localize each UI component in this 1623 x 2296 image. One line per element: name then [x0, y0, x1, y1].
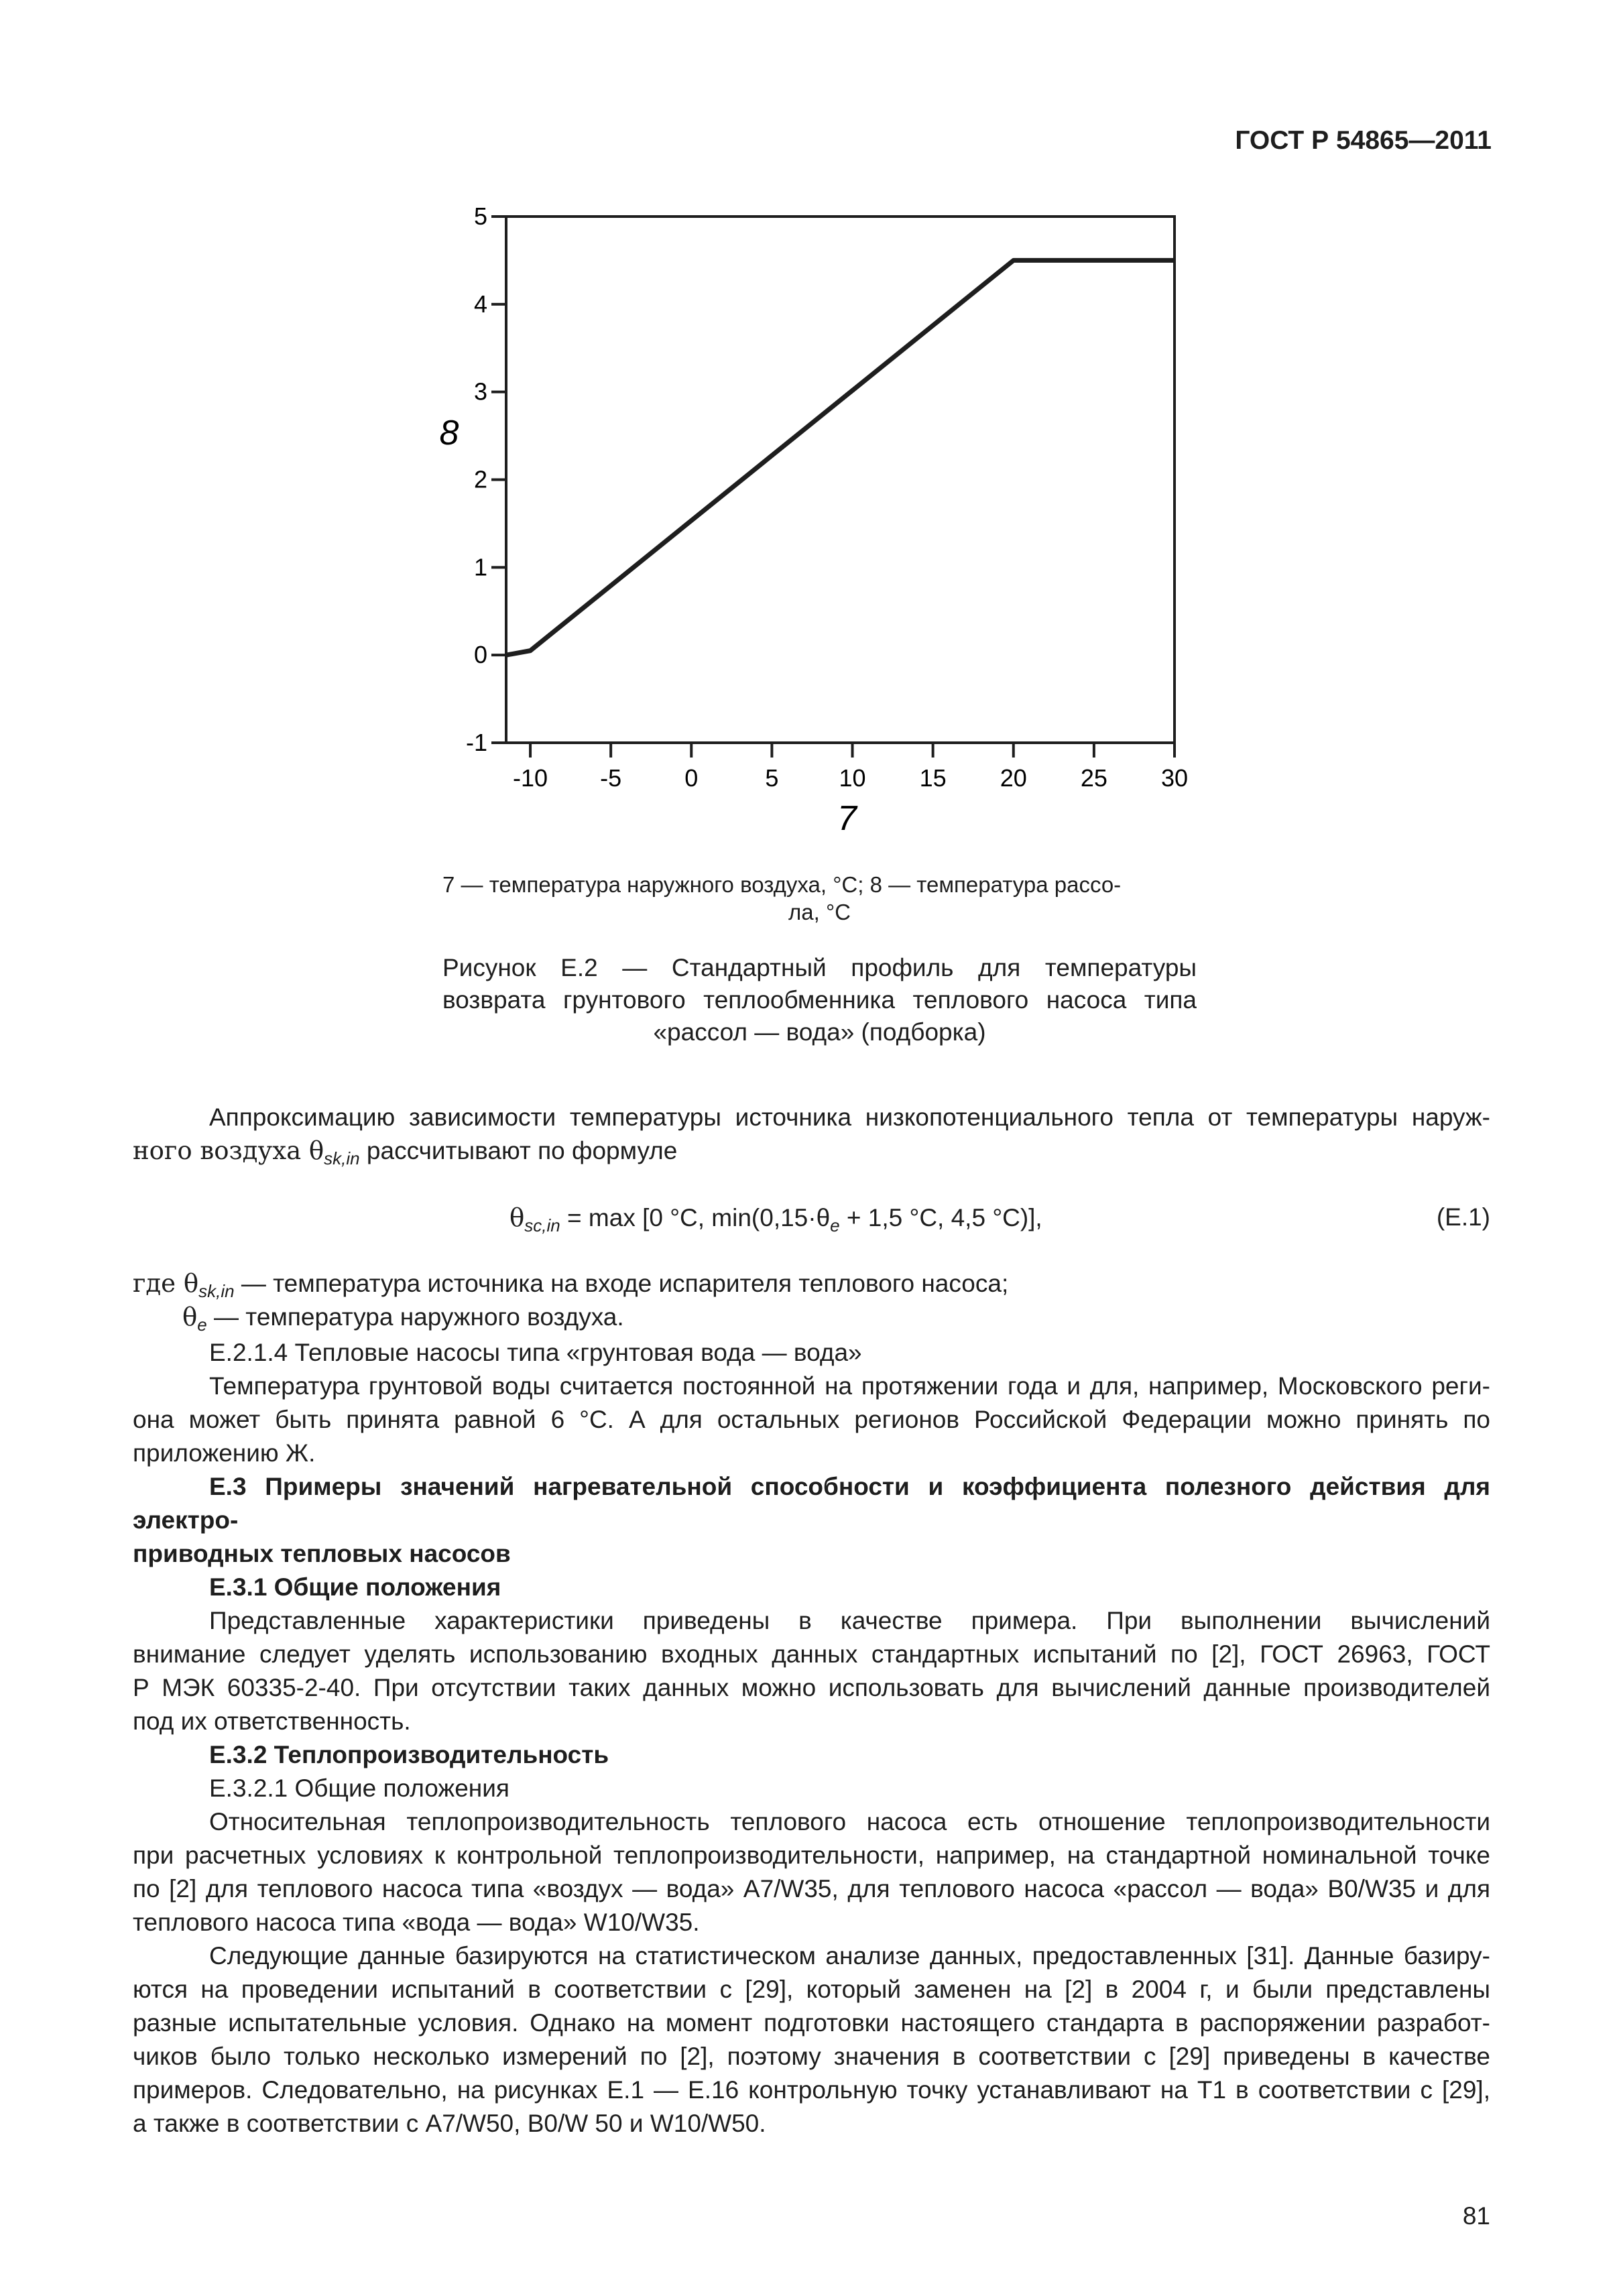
paragraph-2-line-4: под их ответственность.	[133, 1707, 411, 1735]
paragraph-1-line-1: Температура грунтовой воды считается постоянной на протяжении года и для, например, Московского реги-	[209, 1372, 1490, 1400]
document-number: ГОСТ Р 54865—2011	[1235, 126, 1492, 155]
y-tick-label: 4	[473, 290, 487, 318]
plot-frame	[506, 217, 1175, 743]
y-tick-label: 0	[473, 641, 487, 669]
paragraph-3-line-3: по [2] для теплового насоса типа «воздух — вода» A7/W35, для теплового насоса «рассол — вода» B0/W35 и для	[133, 1875, 1490, 1902]
x-tick-label: 30	[1160, 764, 1189, 792]
body-text	[133, 1336, 1490, 2140]
section-e3-line-1: Е.3 Примеры значений нагревательной способности и коэффициента полезного действия для электро-	[133, 1473, 1490, 1534]
where-line-2: $\theta_e$ — температура наружного воздуха.	[182, 1303, 624, 1335]
figure-legend: 7 — температура наружного воздуха, °С; 8 — температура рассо-	[442, 872, 1122, 897]
intro-paragraph	[133, 1101, 1490, 1175]
paragraph-4-line-1: Следующие данные базируются на статистическом анализе данных, предоставленных [31]. Данные базиру-	[209, 1942, 1490, 1970]
paragraph-2-line-3: Р МЭК 60335-2-40. При отсутствии таких данных можно использовать для вычислений данные производителей	[133, 1674, 1490, 1701]
y-axis-label: 8	[439, 414, 459, 453]
x-axis-label: 7	[837, 799, 857, 838]
figure-legend-continued: ла, °С	[788, 900, 851, 924]
section-e214: Е.2.1.4 Тепловые насосы типа «грунтовая вода — вода»	[209, 1339, 862, 1366]
series-line	[506, 260, 1175, 655]
y-tick-label: 3	[473, 377, 487, 406]
x-tick-label: 15	[919, 764, 947, 792]
page-number: 81	[1462, 2202, 1490, 2230]
x-tick-label: 0	[684, 764, 699, 792]
paragraph-3-line-2: при расчетных условиях к контрольной теплопроизводительности, например, на стандартной номинальной точке	[133, 1841, 1490, 1869]
paragraph-2-line-1: Представленные характеристики приведены в качестве примера. При выполнении вычислений	[209, 1607, 1490, 1634]
section-e32: Е.3.2 Теплопроизводительность	[209, 1741, 609, 1768]
section-e321: Е.3.2.1 Общие положения	[209, 1774, 509, 1802]
intro-line-2: ного воздуха $\theta_{sk,in}$ рассчитывают по формуле	[133, 1136, 678, 1168]
paragraph-2-line-2: внимание следует уделять использованию входных данных стандартных испытаний по [2], ГОСТ 26963, ГОСТ	[133, 1640, 1490, 1668]
x-tick-label: 10	[839, 764, 866, 792]
paragraph-1-line-2: она может быть принята равной 6 °С. А для остальных регионов Российской Федерации можно принять по	[133, 1406, 1490, 1433]
where-line-1: где $\theta_{sk,in}$ — температура источника на входе испарителя теплового насоса;	[133, 1269, 1009, 1301]
section-e31: Е.3.1 Общие положения	[209, 1573, 501, 1601]
x-tick-label: 25	[1080, 764, 1107, 792]
x-tick-label: 20	[1000, 764, 1027, 792]
section-e3-line-2: приводных тепловых насосов	[133, 1540, 511, 1567]
paragraph-4-line-4: чиков было только несколько измерений по [2], поэтому значения в соответствии с [29] приведены в качестве	[133, 2043, 1490, 2070]
paragraph-4-line-6: а также в соответствии с A7/W50, B0/W 50 и W10/W50.	[133, 2110, 766, 2137]
paragraph-4-line-3: разные испытательные условия. Однако на момент подготовки настоящего стандарта в распоряжении разработ-	[133, 2009, 1490, 2037]
formula-expression: $\theta_{sc,in} = \max [0$ °C, $\min(0,15\cdot\theta_e + 1,5$ °C, 4,5 °C)],	[509, 1203, 1042, 1235]
paragraph-3-line-4: теплового насоса типа «вода — вода» W10/W35.	[133, 1909, 700, 1936]
paragraph-4-line-2: ются на проведении испытаний в соответствии с [29], который заменен на [2] в 2004 г, и были представлены	[133, 1976, 1490, 2003]
figure-caption-line-3: «рассол — вода» (подборка)	[653, 1018, 986, 1046]
x-tick-label: 5	[765, 764, 779, 792]
x-tick-label: -5	[600, 764, 622, 792]
intro-line-1: Аппроксимацию зависимости температуры источника низкопотенциального тепла от температуры наруж-	[209, 1103, 1490, 1131]
figure-caption-line-2: возврата грунтового теплообменника теплового насоса типа	[442, 986, 1197, 1014]
paragraph-1-line-3: приложению Ж.	[133, 1439, 316, 1467]
y-tick-label: 5	[473, 202, 487, 230]
y-tick-label: 1	[473, 553, 487, 581]
paragraph-3-line-1: Относительная теплопроизводительность теплового насоса есть отношение теплопроизводительности	[209, 1808, 1490, 1835]
y-tick-label: -1	[465, 729, 487, 756]
y-tick-label: 2	[473, 465, 487, 493]
formula-number: (Е.1)	[1436, 1203, 1490, 1231]
figure-caption-line-1: Рисунок Е.2 — Стандартный профиль для температуры	[442, 954, 1197, 981]
x-tick-label: -10	[513, 764, 548, 792]
temperature-profile-chart	[0, 0, 1623, 845]
paragraph-4-line-5: примеров. Следовательно, на рисунках Е.1 — Е.16 контрольную точку устанавливают на T1 в соответствии с [29],	[133, 2076, 1490, 2104]
